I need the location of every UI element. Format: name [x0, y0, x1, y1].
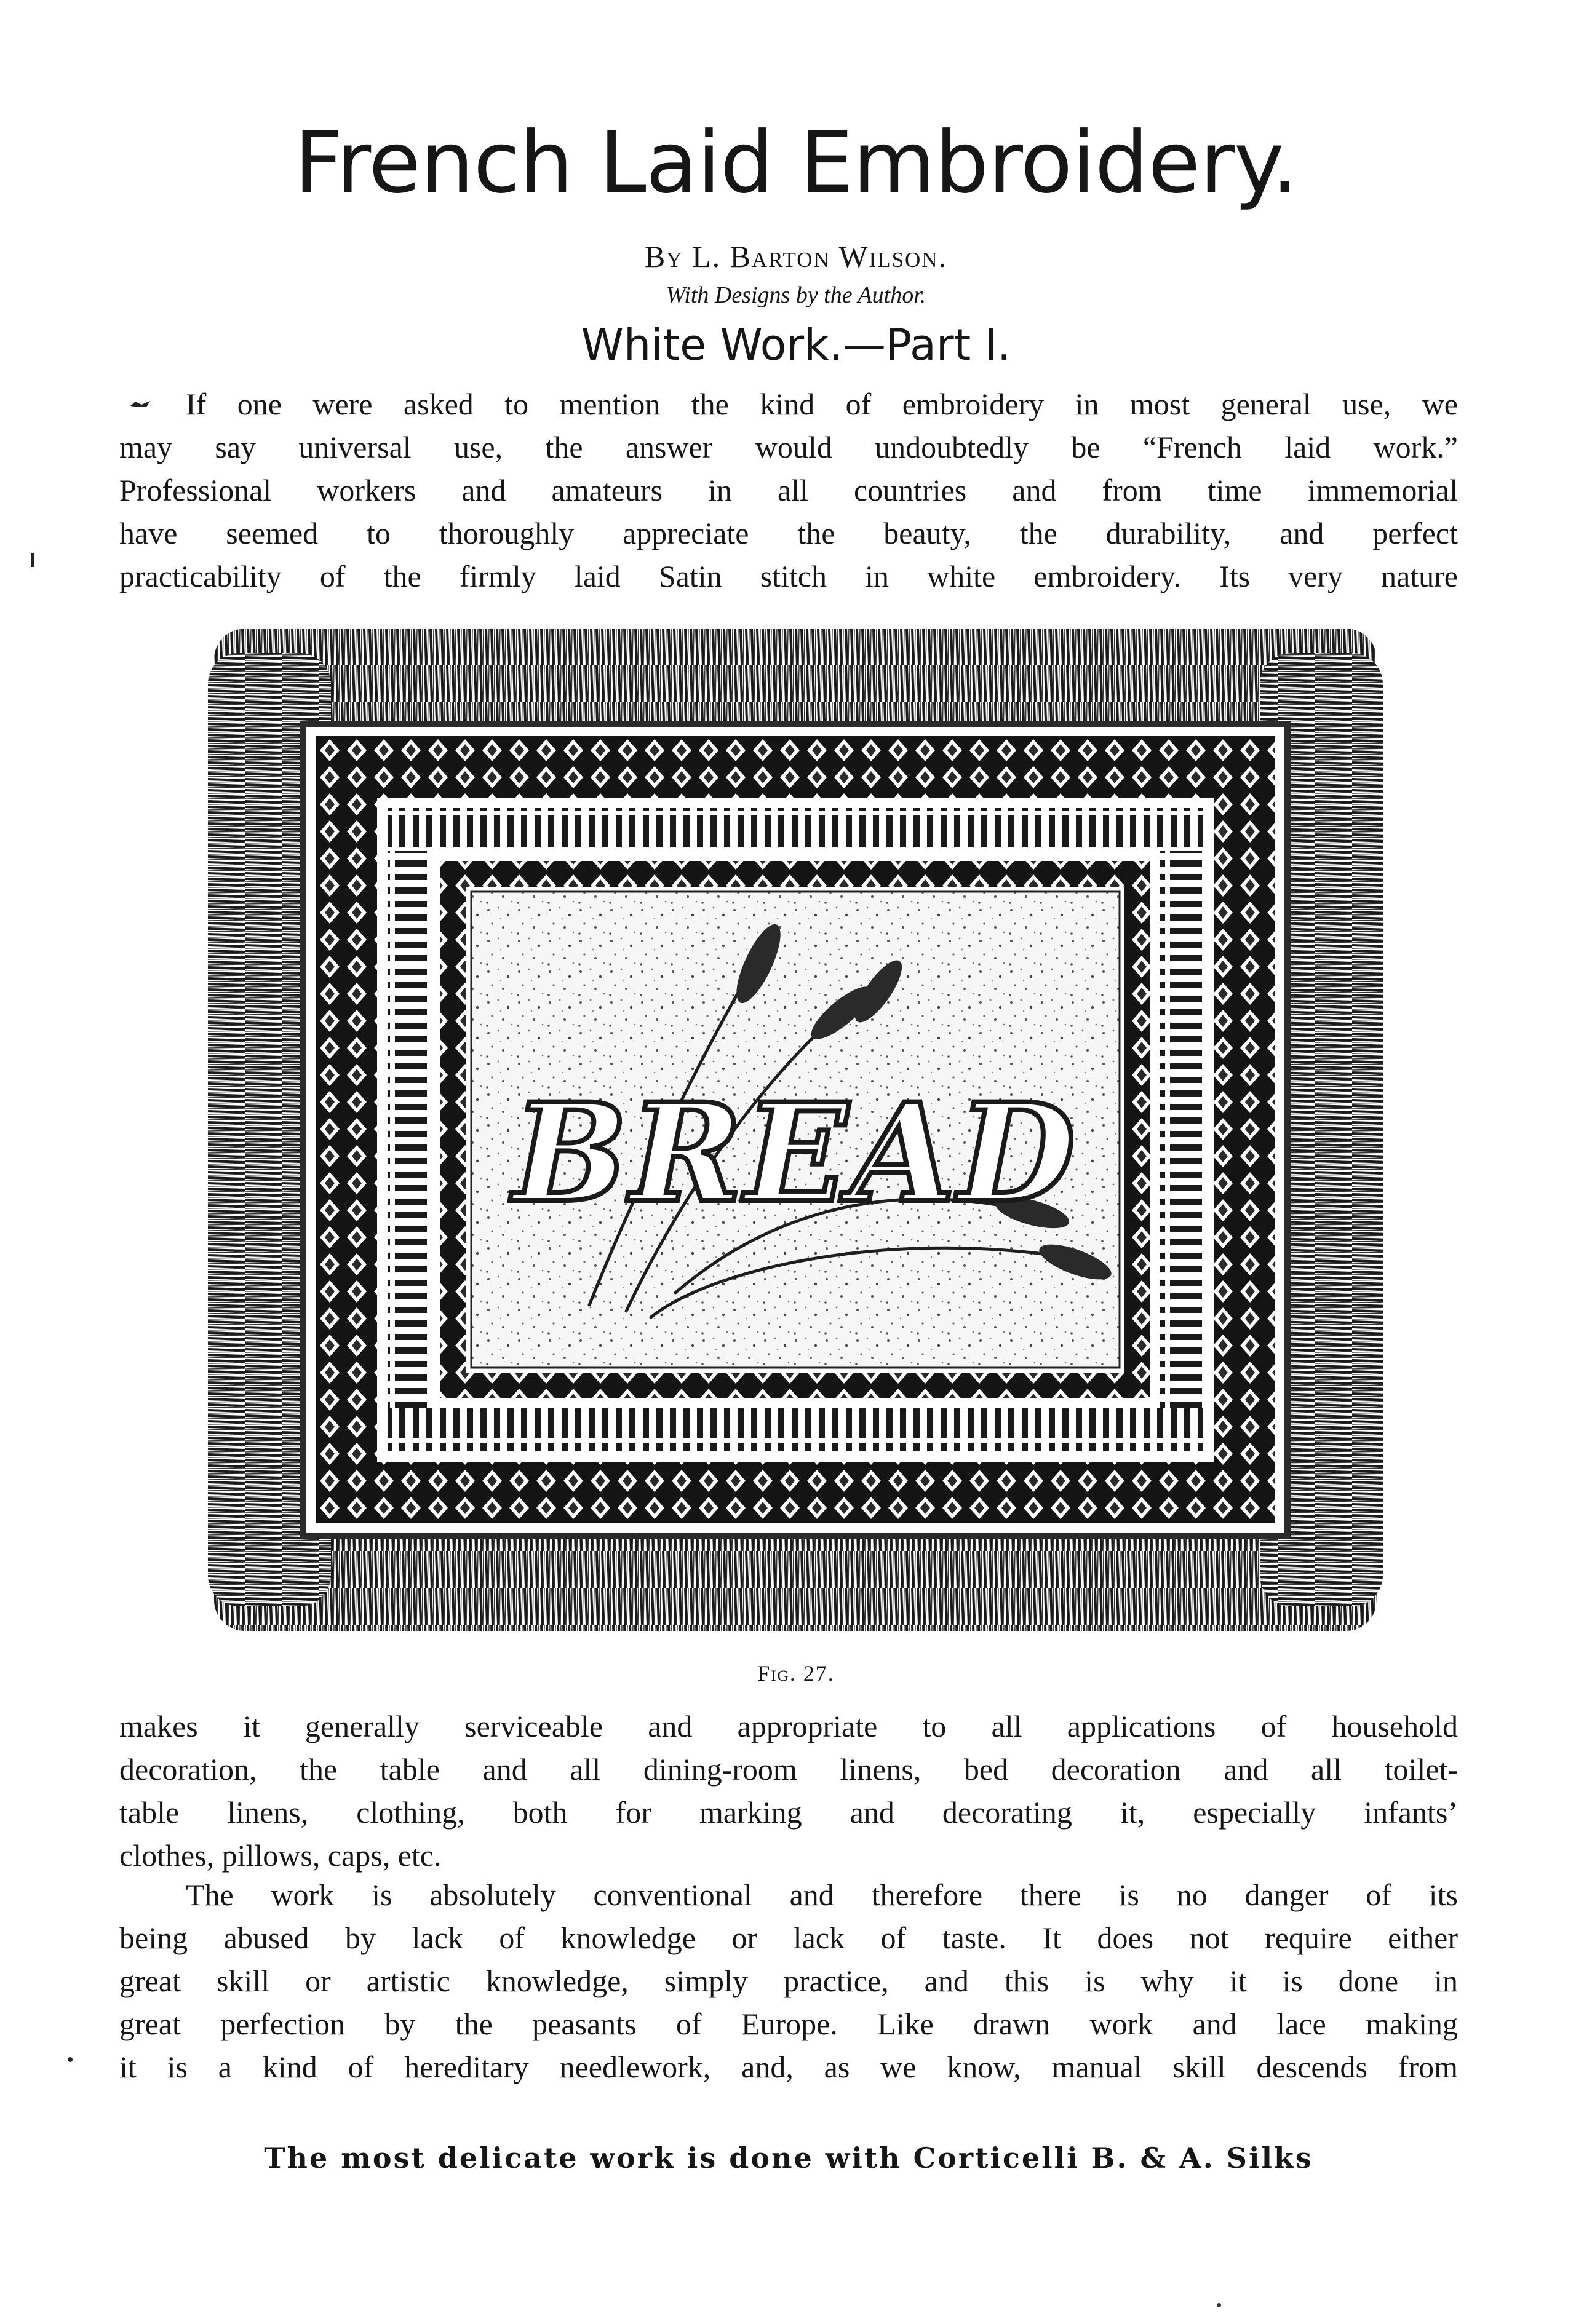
text-line: table linens, clothing, both for marking and decorating it, especially infants’ — [119, 1795, 1458, 1830]
text-line: being abused by lack of knowledge or lack of taste. It does not require either — [119, 1921, 1458, 1955]
figure-caption: Fig. 27. — [757, 1661, 835, 1686]
article-credit: With Designs by the Author. — [666, 282, 926, 308]
text-line: practicability of the firmly laid Satin stitch in white embroidery. Its very nature — [119, 559, 1458, 593]
text-line: The work is absolutely conventional and therefore there is no danger of its — [186, 1878, 1458, 1912]
text-line: great perfection by the peasants of Europe. Like drawn work and lace making — [119, 2007, 1458, 2041]
page-speck — [1217, 2303, 1221, 2307]
text-line: makes it generally serviceable and appropriate to all applications of household — [119, 1709, 1458, 1743]
article-title: French Laid Embroidery. — [294, 113, 1298, 212]
text-line: it is a kind of hereditary needlework, and, as we know, manual skill descends from — [119, 2050, 1458, 2084]
text-line: clothes, pillows, caps, etc. — [119, 1838, 442, 1873]
text-line: may say universal use, the answer would undoubtedly be “French laid work.” — [119, 430, 1458, 464]
continued-paragraph — [119, 1705, 1458, 1877]
intro-paragraph — [119, 383, 1458, 598]
section-heading: White Work.—Part I. — [581, 320, 1011, 370]
text-line: If one were asked to mention the kind of embroidery in most general use, we — [186, 387, 1458, 421]
margin-mark — [31, 553, 34, 567]
third-paragraph — [119, 1873, 1458, 2088]
text-line: great skill or artistic knowledge, simply practice, and this is why it is done in — [119, 1964, 1458, 1998]
text-line: Professional workers and amateurs in all countries and from time immemorial — [119, 473, 1458, 507]
article-byline: By L. Barton Wilson. — [644, 239, 948, 274]
margin-mark — [68, 2057, 73, 2062]
advertisement-footer: The most delicate work is done with Corticelli B. & A. Silks — [264, 2141, 1313, 2175]
text-line: decoration, the table and all dining-room linens, bed decoration and all toilet- — [119, 1752, 1458, 1787]
text-line: have seemed to thoroughly appreciate the beauty, the durability, and perfect — [119, 516, 1458, 550]
embroidered-monogram: BREAD — [513, 1073, 1078, 1232]
embroidery-figure — [208, 629, 1383, 1631]
